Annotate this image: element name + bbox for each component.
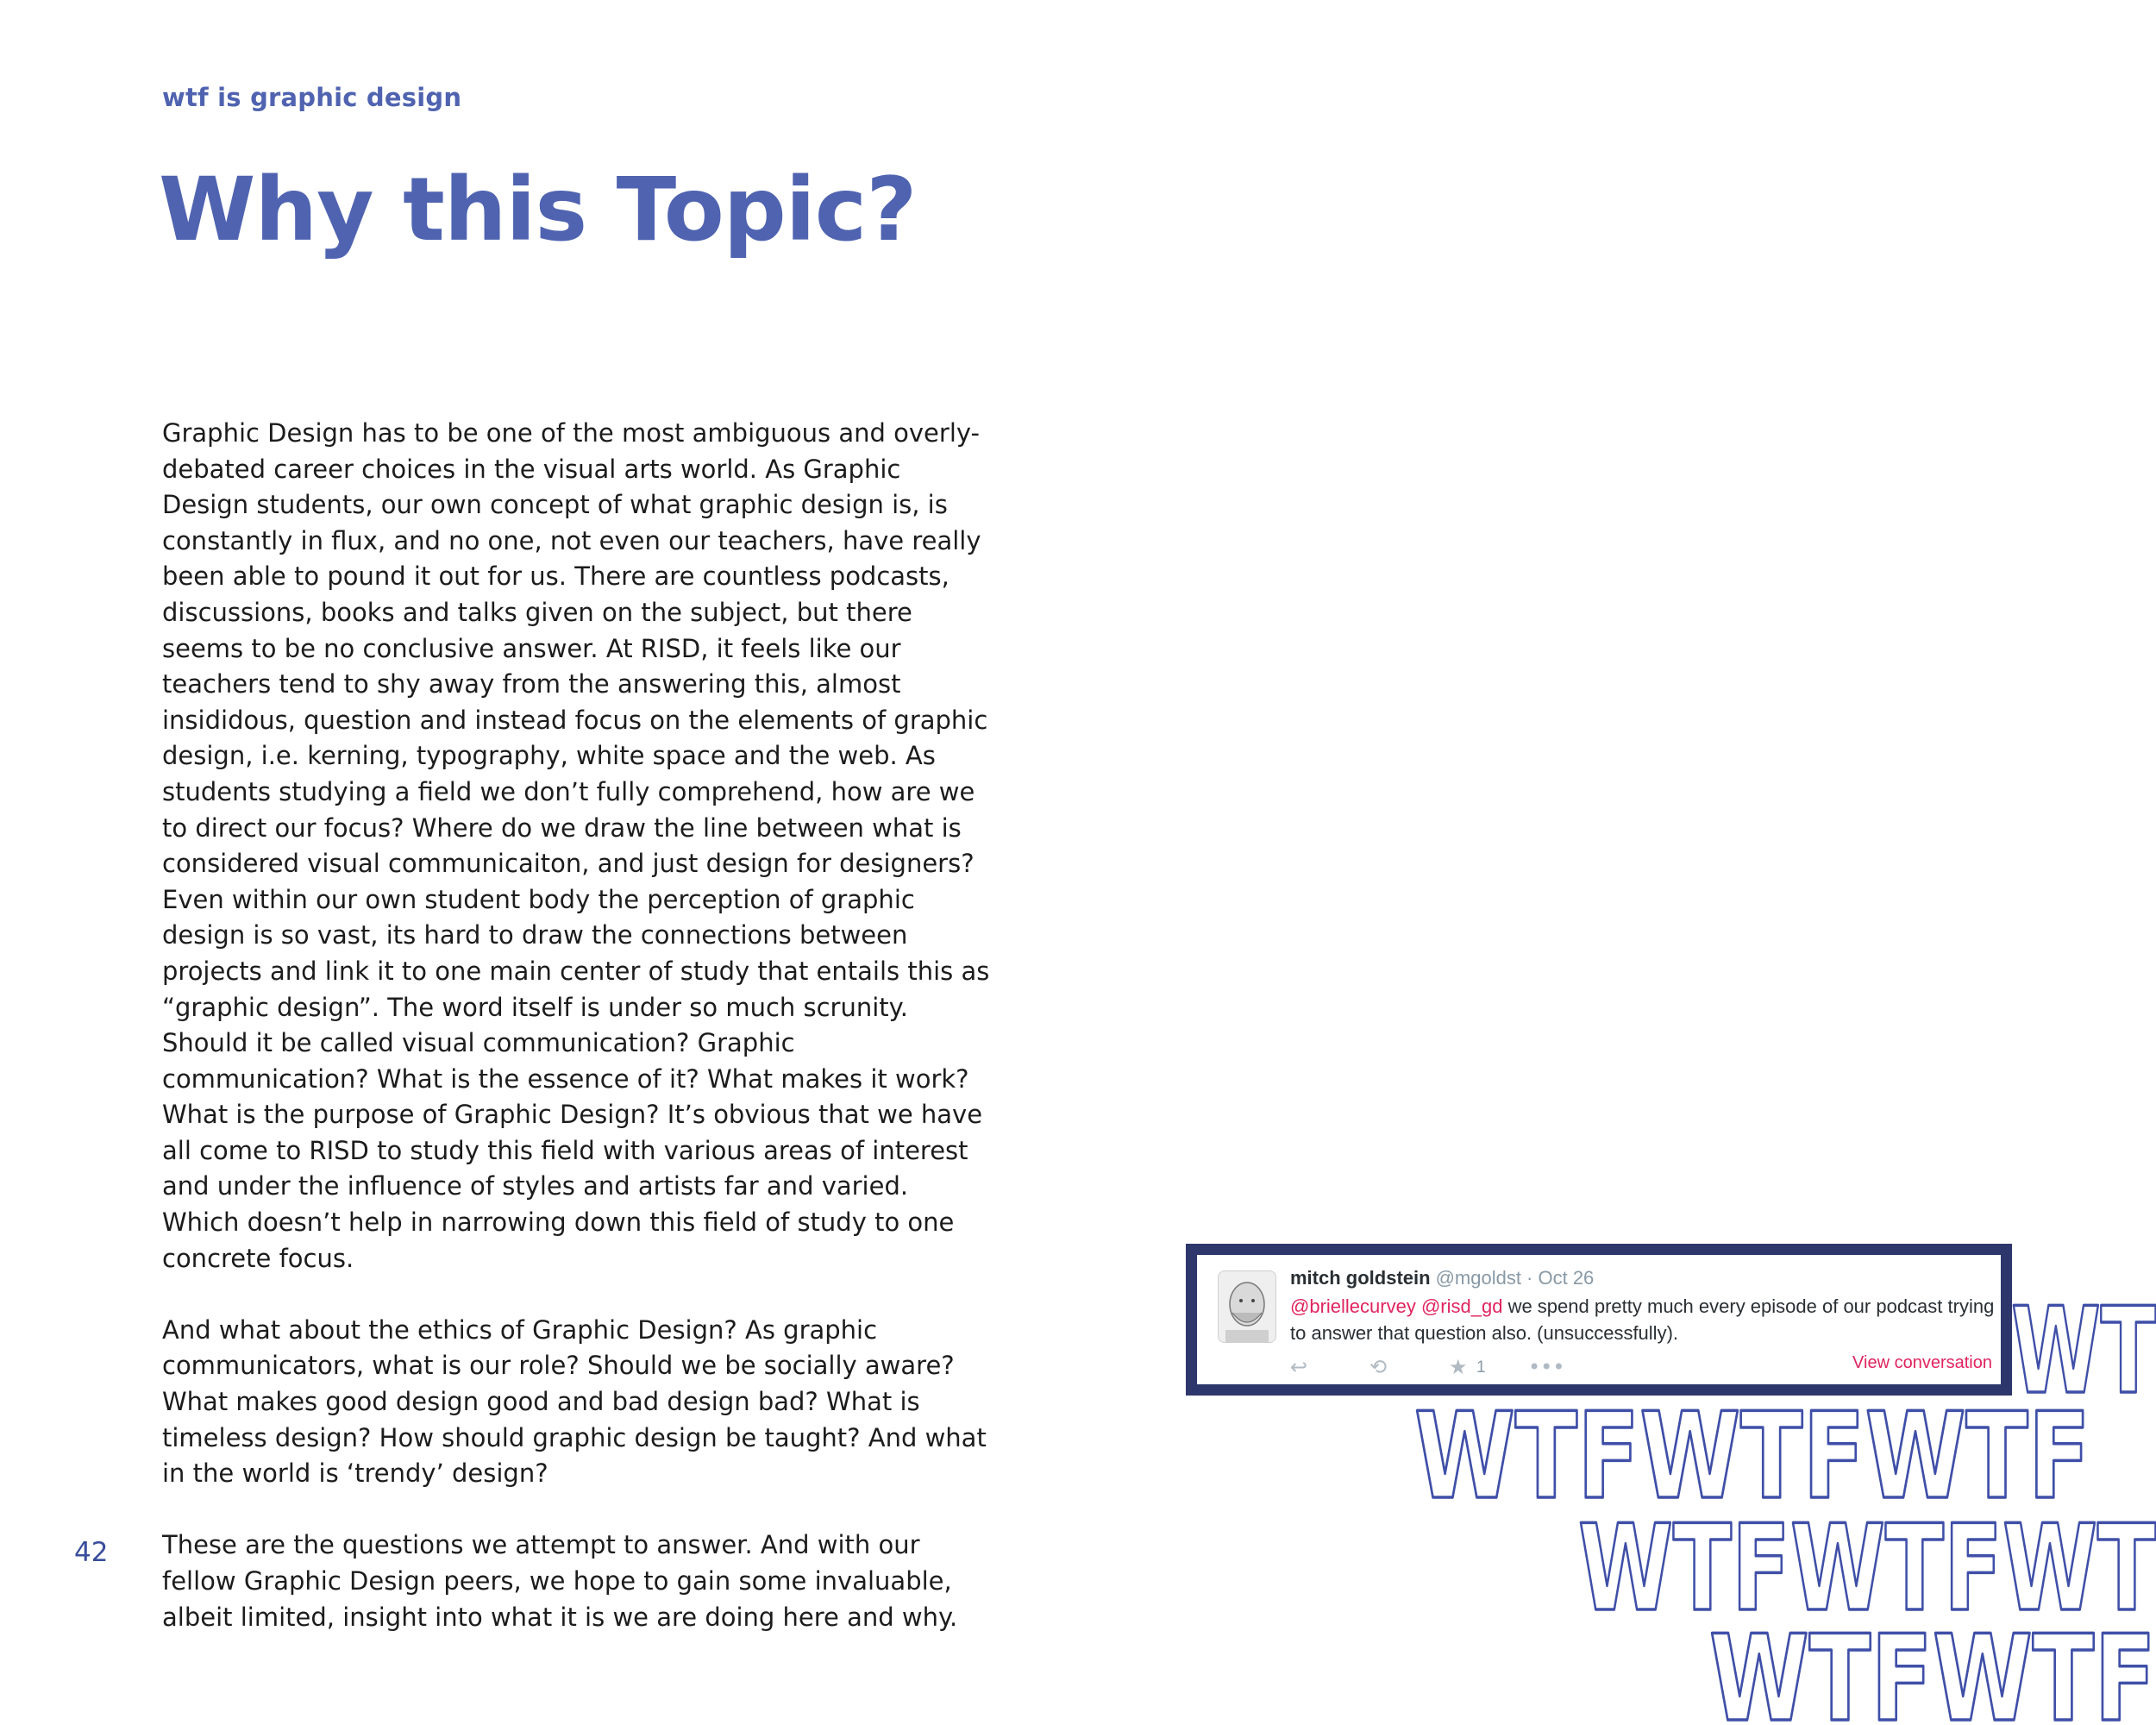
page-title: Why this Topic? [159,159,917,261]
retweet-icon[interactable]: ⟲ [1369,1355,1388,1379]
more-icon[interactable]: ••• [1528,1355,1565,1379]
view-conversation-link[interactable]: View conversation [1852,1353,1992,1372]
tweet-mention[interactable]: @risd_gd [1420,1295,1503,1317]
tweet-body: we spend pretty much every episode of our podcast trying to answer that question also. (unsuccessfully). [1290,1295,1995,1344]
wtf-row: WT [2011,1282,2156,1421]
body-paragraph-1: Graphic Design has to be one of the most ambiguous and overly-debated career choices in the visual arts world. As Graphic Design students, our own concept of what graphic design is, is constantly in flux, and no one, not even our teachers, have really been able to pound it out for us. There are countless podcasts, discussions, books and talks given on the subject, but there seems to be no conclusive answer. At RISD, it feels like our teachers tend to shy away from the answering this, almost insididous, question and instead focus on the elements of graphic design, i.e. kerning, typography, white space and the web. As students studying a field we don’t fully comprehend, how are we to direct our focus? Where do we draw the line between what is considered visual communicaiton, and just design for designers? Even within our own student body the perception of graphic design is so vast, its hard to draw the connections between projects and link it to one main center of study that entails this as “graphic design”. The word itself is under so much scrunity. Should it be called visual communication? Graphic communication? What is the essence of it? What makes it work? What is the purpose of Graphic Design? It’s obvious that we have all come to RISD to study this field with various areas of interest and under the influence of styles and artists far and varied. Which doesn’t help in narrowing down this field of study to one concrete focus. [162,418,990,1273]
wtf-row: WTFWTF [1709,1609,2156,1725]
tweet-author-name[interactable]: mitch goldstein [1290,1267,1431,1289]
body-paragraph-2: And what about the ethics of Graphic Design? As graphic communicators, what is our role? Should we be socially aware? What makes good design good and bad design bad? What is timeless design? How should graphic design be taught? And what in the world is ‘trendy’ design? [162,1314,987,1489]
page-number: 42 [74,1537,109,1568]
tweet-mention[interactable]: @briellecurvey [1290,1295,1416,1317]
wtf-row: WTFWTFWTF [1414,1387,2090,1526]
reply-icon[interactable]: ↩ [1290,1355,1308,1379]
body-paragraph-3: These are the questions we attempt to answer. And with our fellow Graphic Design peers, we hope to gain some invaluable, albeit limited, insight into what it is we are doing here and why. [162,1530,958,1632]
section-eyebrow: wtf is graphic design [162,83,462,112]
favorite-count: 1 [1476,1358,1486,1377]
tweet-handle-date: @mgoldst · Oct 26 [1435,1267,1595,1289]
wtf-row: WTFWTFWT [1578,1499,2156,1638]
favorite-icon[interactable]: ★ [1449,1355,1468,1379]
